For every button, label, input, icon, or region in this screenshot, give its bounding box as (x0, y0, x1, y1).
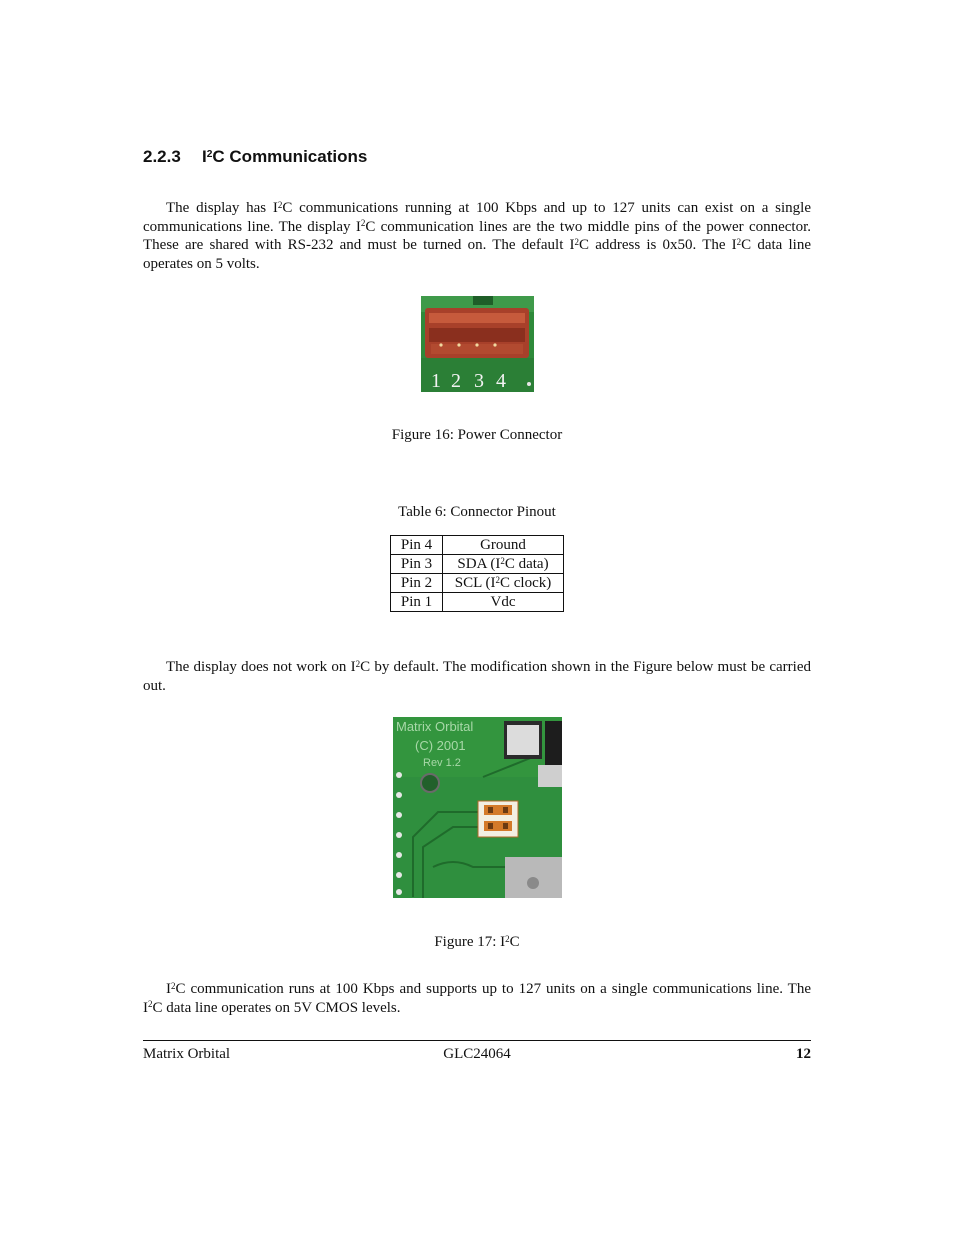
text-run: C data line operates on 5V CMOS levels. (152, 999, 401, 1016)
table-6-caption: Table 6: Connector Pinout (398, 504, 556, 520)
text-run: Vdc (490, 594, 516, 610)
board-silkscreen-text: (C) 2001 (415, 738, 466, 753)
superscript: 2 (505, 933, 510, 944)
pin-cell: Pin 4 (391, 536, 443, 555)
superscript: 2 (495, 574, 500, 585)
footer-company: Matrix Orbital (143, 1046, 231, 1062)
table-row (391, 536, 564, 555)
section-title-sup: 2 (206, 148, 213, 160)
superscript: 2 (360, 218, 366, 229)
section-heading (143, 147, 367, 167)
text-run: The display does not work on I (166, 659, 356, 675)
superscript: 2 (574, 236, 580, 247)
text-run: C clock) (499, 575, 552, 591)
text-run: C (509, 934, 520, 950)
text-run: The display has I (166, 200, 278, 216)
i2c-jumper-photo (393, 717, 562, 898)
table-row (391, 555, 564, 574)
pin-cell: Pin 2 (391, 574, 443, 593)
description-cell (443, 574, 564, 593)
text-run: I (166, 981, 171, 997)
pin-cell: Pin 3 (391, 555, 443, 574)
pin-label: 3 (474, 370, 484, 392)
board-silkscreen-text: Matrix Orbital (396, 719, 474, 734)
footer-divider (143, 1040, 811, 1041)
pin-label: 1 (431, 370, 441, 392)
section-title-pre: I (202, 147, 207, 166)
pin-cell: Pin 1 (391, 593, 443, 612)
page-number: 12 (796, 1046, 811, 1062)
table-row (391, 574, 564, 593)
text-run: Ground (480, 537, 526, 553)
text-run: SDA (I (457, 556, 501, 572)
text-run: C data line operates on 5 volts. (143, 237, 811, 273)
modification-paragraph (143, 658, 811, 695)
superscript: 2 (500, 555, 505, 566)
figure-16-caption: Figure 16: Power Connector (391, 427, 563, 443)
summary-paragraph (143, 980, 811, 1017)
footer-model: GLC24064 (443, 1046, 511, 1062)
superscript: 2 (171, 980, 176, 991)
table-row (391, 593, 564, 612)
board-silkscreen-text: Rev 1.2 (423, 757, 461, 769)
description-cell (443, 593, 564, 612)
superscript: 2 (736, 236, 742, 247)
description-cell (443, 536, 564, 555)
text-run: C data) (504, 556, 549, 572)
pin-label: 2 (451, 370, 461, 392)
text-run: C communication lines are the two middle pins of the power connector. These are shared with RS-232 and must be turned on. The default I (143, 218, 811, 254)
superscript: 2 (148, 999, 153, 1010)
section-number: 2.2.3 (143, 147, 181, 166)
description-cell (443, 555, 564, 574)
figure-17-caption (0, 933, 954, 951)
text-run: C address is 0x50. The I (579, 237, 737, 254)
superscript: 2 (355, 658, 361, 669)
pin-label: 4 (496, 370, 506, 392)
power-connector-photo (421, 296, 534, 392)
text-run: C by default. The modification shown in the Figure below must be carried out. (143, 659, 811, 694)
text-run: C communications running at 100 Kbps and up to 127 units can exist on a single communications line. The display I (143, 200, 811, 235)
text-run: SCL (I (454, 575, 496, 591)
section-title-post: C Communications (212, 147, 368, 166)
superscript: 2 (277, 199, 283, 210)
intro-paragraph (143, 199, 811, 274)
text-run: C communication runs at 100 Kbps and supports up to 127 units on a single communications line. The I (143, 981, 811, 1016)
text-run: Figure 17: I (434, 934, 506, 950)
connector-pinout-table (390, 535, 564, 612)
